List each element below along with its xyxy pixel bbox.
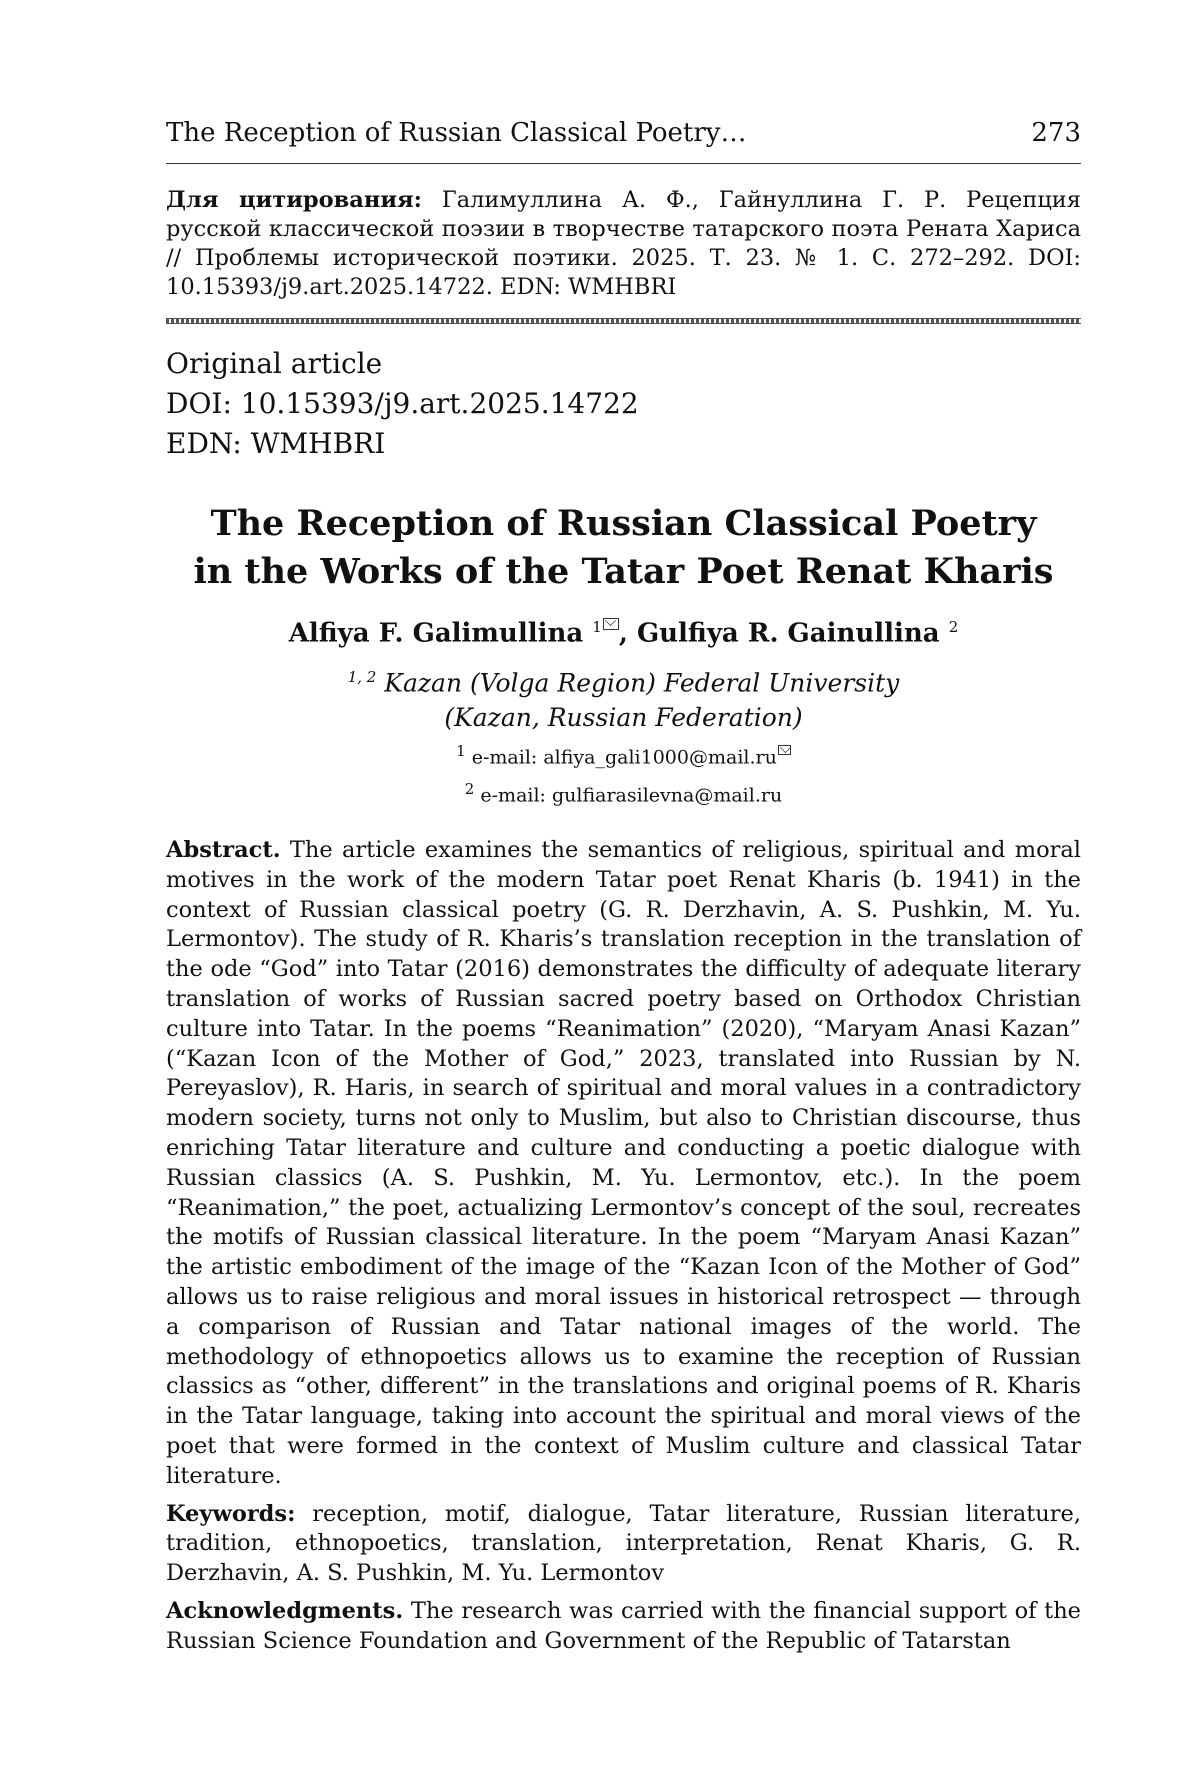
affiliation-line-2: (Kazan, Russian Federation): [444, 703, 803, 733]
running-head-title: The Reception of Russian Classical Poetry…: [166, 118, 747, 148]
author-separator: ,: [618, 618, 637, 649]
page-number: 273: [1031, 118, 1081, 148]
affiliation: [166, 660, 1081, 735]
email-2-sup: 2: [464, 780, 475, 798]
author-1-affiliation: 1: [592, 618, 602, 636]
acknowledgments-paragraph: [166, 1597, 1081, 1657]
article-doi: DOI: 10.15393/j9.art.2025.14722: [166, 387, 639, 420]
envelope-icon: [778, 745, 791, 755]
keywords-paragraph: [166, 1500, 1081, 1589]
envelope-icon: [603, 618, 619, 630]
citation-block: [166, 186, 1081, 302]
title-line-1: The Reception of Russian Classical Poetry: [210, 503, 1037, 544]
article-edn: EDN: WMHBRI: [166, 427, 386, 460]
author-2-affiliation: 2: [948, 618, 959, 636]
email-2: [166, 780, 1081, 806]
author-2: Gulfiya R. Gainullina: [636, 618, 940, 649]
affiliation-line-1: Kazan (Volga Region) Federal University: [384, 668, 900, 698]
title-line-2: in the Works of the Tatar Poet Renat Kharis: [193, 551, 1054, 592]
abstract-section: [166, 836, 1081, 1665]
author-list: [166, 618, 1081, 649]
email-1-text: e-mail: alfiya_gali1000@mail.ru: [471, 746, 777, 769]
keywords-text: reception, motif, dialogue, Tatar literature, Russian literature, tradition, ethnopoetics, translation, interpretation, Renat Kharis, G. R. Derzhavin, A. S. Pushkin, M. Yu. Lermontov: [166, 1500, 1081, 1587]
email-1: [166, 742, 1081, 768]
author-1: Alfiya F. Galimullina: [288, 618, 584, 649]
keywords-label: Keywords:: [166, 1500, 296, 1527]
article-type: Original article: [166, 347, 383, 380]
running-head: [166, 118, 1081, 148]
email-1-sup: 1: [456, 742, 466, 760]
email-2-text: e-mail: gulfiarasilevna@mail.ru: [480, 784, 783, 807]
acknowledgments-text: The research was carried with the financial support of the Russian Science Foundation and Government of the Republic of Tatarstan: [166, 1597, 1081, 1654]
affiliation-sup: 1, 2: [347, 668, 377, 686]
article-title: [166, 500, 1081, 596]
acknowledgments-label: Acknowledgments.: [166, 1597, 404, 1624]
article-meta: [166, 344, 639, 464]
abstract-paragraph: [166, 836, 1081, 1492]
abstract-text: The article examines the semantics of religious, spiritual and moral motives in the work of the modern Tatar poet Renat Kharis (b. 1941) in the context of Russian classical poetry (G. R. Derzhavin, A. S. Pushkin, M. Yu. Lermontov). The study of R. Kharis’s translation reception in the translation of the ode “God” into Tatar (2016) demonstrates the difficulty of adequate literary translation of works of Russian sacred poetry based on Orthodox Christian culture into Tatar. In the poems “Reanimation” (2020), “Maryam Anasi Kazan” (“Kazan Icon of the Mother of God,” 2023, translated into Russian by N. Pereyaslov), R. Haris, in search of spiritual and moral values in a contradictory modern society, turns not only to Muslim, but also to Christian discourse, thus enriching Tatar literature and culture and conducting a poetic dialogue with Russian classics (A. S. Pushkin, M. Yu. Lermontov, etc.). In the poem “Reanimation,” the poet, actualizing Lermontov’s concept of the soul, recreates the motifs of Russian classical literature. In the poem “Maryam Anasi Kazan” the artistic embodiment of the image of the “Kazan Icon of the Mother of God” allows us to raise religious and moral issues in historical retrospect — through a comparison of Russian and Tatar national images of the world. The methodology of ethnopoetics allows us to examine the reception of Russian classics as “other, different” in the translations and original poems of R. Kharis in the Tatar language, taking into account the spiritual and moral views of the poet that were formed in the context of Muslim culture and classical Tatar literature.: [166, 837, 1081, 1489]
abstract-label: Abstract.: [166, 837, 281, 863]
citation-text: Галимуллина А. Ф., Гайнуллина Г. Р. Рецепция русской классической поэзии в творчестве татарского поэта Рената Хариса // Проблемы исторической поэтики. 2025. Т. 23. № 1. С. 272–292. DOI: 10.15393/j9.art.2025.14722. EDN: WMHBRI: [166, 187, 1081, 300]
citation-label: Для цитирования:: [166, 187, 422, 213]
ornamental-divider: [166, 318, 1081, 324]
header-rule: [166, 163, 1081, 164]
